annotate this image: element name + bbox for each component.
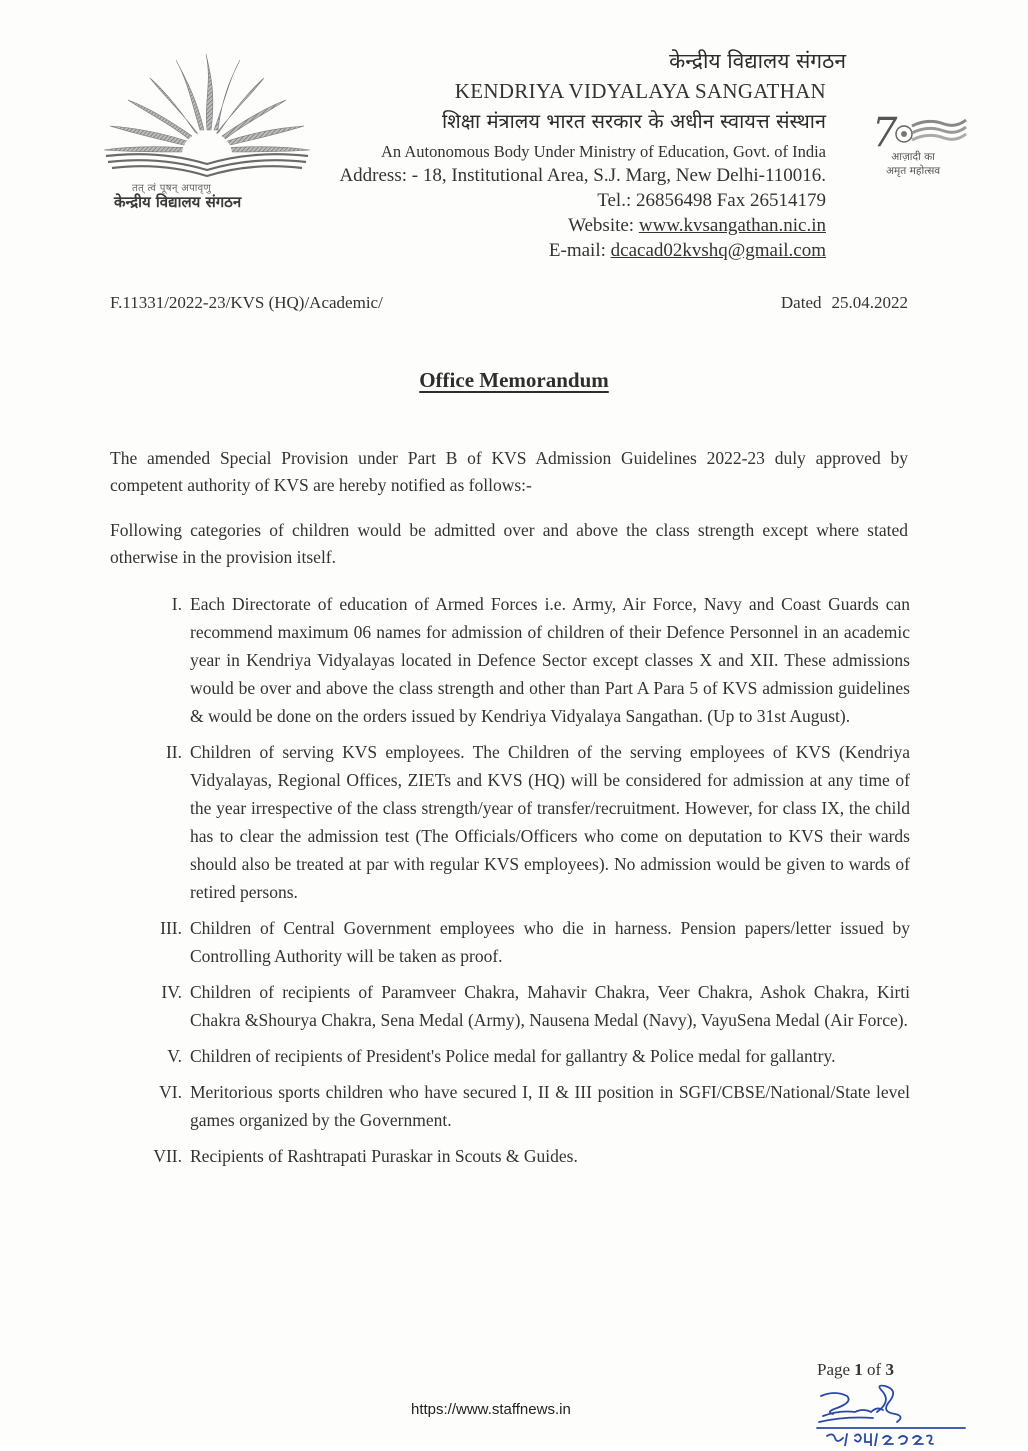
tel-fax-line: Tel.: 26856498 Fax 26514179 [597,190,826,211]
provisions-list [110,590,910,1178]
page-number [817,1360,894,1380]
list-item-text: Meritorious sports children who have secured I, II & III position in SGFI/CBSE/National/State level games organized by the Government. [190,1082,910,1130]
email-link[interactable]: dcacad02kvshq@gmail.com [610,240,826,261]
list-item-number: III. [160,918,182,938]
email-label: E-mail: [548,240,611,261]
dated-label: Dated [780,293,822,312]
logo-motto: तत् त्वं पूषन् अपावृणु [132,183,212,194]
list-item-text: Children of recipients of President's Police medal for gallantry & Police medal for gallantry. [190,1046,836,1066]
azadi-line-2: अमृत महोत्सव [886,165,941,177]
list-item [110,1142,910,1170]
website-line [339,213,826,238]
list-item [110,590,910,730]
date-block [781,293,908,313]
page-total: 3 [885,1360,894,1379]
list-item [110,1078,910,1134]
list-item-text: Each Directorate of education of Armed Forces i.e. Army, Air Force, Navy and Coast Guards can recommend maximum 06 names for admission of children of their Defence Personnel in an academic year in Kendriya Vidyalayas located in Defence Sector except classes X and XII. These admissions would be over and above the class strength and other than Part A Para 5 of KVS admission guidelines & would be done on the orders issued by Kendriya Vidyalaya Sangathan. (Up to 31st August). [190,594,910,726]
list-item-text: Children of serving KVS employees. The Children of the serving employees of KVS (Kendriya Vidyalayas, Regional Offices, ZIETs and KVS (HQ) will be considered for admission at any time of the year irrespective of the class strength/year of transfer/recruitment. However, for class IX, the child has to clear the admission test (The Officials/Officers who come on deputation to KVS their wards should also be treated at par with regular KVS employees). No admission would be given to wards of retired persons. [190,742,910,902]
letterhead-title-block [441,48,846,136]
page-label: Page [817,1360,855,1379]
list-item-text: Children of Central Government employees who die in harness. Pension papers/letter issued by Controlling Authority will be taken as proof. [190,918,910,966]
address-line: Address: - 18, Institutional Area, S.J. Marg, New Delhi-110016. [339,165,826,186]
list-item-number: V. [167,1046,182,1066]
logo-org-name: केन्द्रीय विद्यालय संगठन [114,193,242,211]
email-line [339,238,826,263]
file-number: F.11331/2022-23/KVS (HQ)/Academic/ [110,293,383,312]
page-title [0,368,1028,393]
list-item [110,1042,910,1070]
list-item-text: Children of recipients of Paramveer Chakra, Mahavir Chakra, Veer Chakra, Ashok Chakra, Kirti Chakra &Shourya Chakra, Sena Medal (Army), Nausena Medal (Navy), VayuSena Medal (Air Force). [190,982,910,1030]
ministry-hindi: शिक्षा मंत्रालय भारत सरकार के अधीन स्वायत्त संस्थान [441,109,826,133]
list-item-number: VII. [153,1146,182,1166]
list-item [110,978,910,1034]
list-item [110,738,910,906]
website-label: Website: [568,215,639,236]
svg-text:7: 7 [872,110,898,152]
azadi-line-1: आज़ादी का [891,151,935,163]
date-value: 25.04.2022 [831,293,908,312]
page-of: of [862,1360,886,1379]
page-current: 1 [854,1360,863,1379]
org-name-english: KENDRIYA VIDYALAYA SANGATHAN [454,79,826,103]
azadi-logo-text [886,150,940,178]
list-item-number: I. [171,594,182,614]
list-item-number: IV. [161,982,182,1002]
list-item-text: Recipients of Rashtrapati Puraskar in Scouts & Guides. [190,1146,578,1166]
autonomous-body-line: An Autonomous Body Under Ministry of Education, Govt. of India [380,142,826,161]
letterhead-contact-block [339,140,826,263]
watermark-url[interactable]: https://www.staffnews.in [411,1401,571,1418]
intro-paragraph: The amended Special Provision under Part B of KVS Admission Guidelines 2022-23 duly approved by competent authority of KVS are hereby notified as follows:- [110,448,908,495]
title-text: Office Memorandum [419,368,609,392]
categories-paragraph: Following categories of children would be admitted over and above the class strength except where stated otherwise in the provision itself. [110,520,908,567]
website-link[interactable]: www.kvsangathan.nic.in [638,215,826,236]
list-item-number: VI. [159,1082,182,1102]
org-name-hindi: केन्द्रीय विद्यालय संगठन [669,49,846,73]
reference-line [110,293,908,313]
list-item [110,914,910,970]
list-item-number: II. [165,742,182,762]
signature-icon [815,1382,985,1446]
